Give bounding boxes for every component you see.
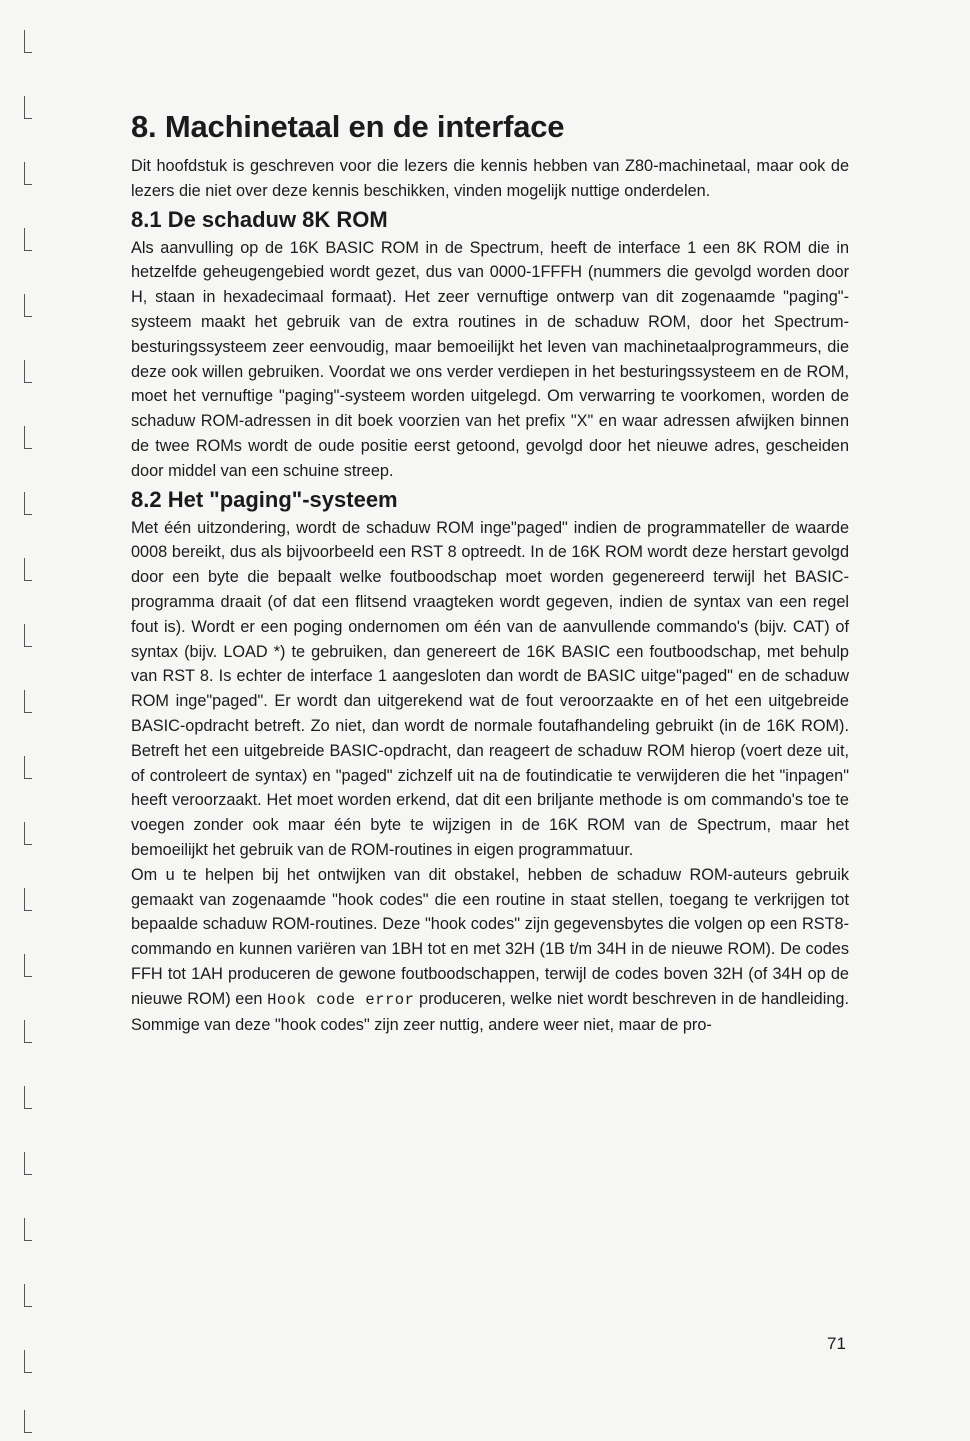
binding-mark xyxy=(24,1218,32,1241)
chapter-intro: Dit hoofdstuk is geschreven voor die lezers die kennis hebben van Z80-machinetaal, maar ook de lezers die niet over deze kennis beschikken, vinden mogelijk nuttige onderdelen. xyxy=(131,157,849,200)
binding-mark xyxy=(24,1020,32,1043)
page-number: 71 xyxy=(827,1334,846,1353)
section-heading-shadow-rom: 8.1 De schaduw 8K ROM xyxy=(131,206,388,232)
binding-mark xyxy=(24,30,32,53)
binding-mark xyxy=(24,558,32,581)
binding-mark xyxy=(24,426,32,449)
inline-code: Hook code error xyxy=(267,990,415,1009)
binding-mark xyxy=(24,1152,32,1175)
binding-mark xyxy=(24,162,32,185)
paragraph-text: produceren, welke niet wordt beschreven in de handleiding. Sommige van deze "hook codes" zijn zeer nuttig, andere weer niet, maar de pro- xyxy=(131,989,849,1034)
binding-mark xyxy=(24,294,32,317)
binding-mark xyxy=(24,756,32,779)
binding-mark xyxy=(24,1350,32,1373)
binding-mark xyxy=(24,954,32,977)
binding-marks xyxy=(0,0,38,1441)
binding-mark xyxy=(24,624,32,647)
binding-mark xyxy=(24,96,32,119)
section-paragraph: Met één uitzondering, wordt de schaduw ROM inge"paged" indien de programmateller de waarde 0008 bereikt, dus als bijvoorbeeld een RST 8 optreedt. In de 16K ROM wordt deze herstart gevolgd door een byte die bepaalt welke foutboodschap moet worden gegenereerd terwijl het BASIC-programma draait (of dat een flitsend vraagteken wordt gegeven, indien de syntax van een regel fout is). Wordt er een poging ondernomen om één van de aanvullende commando's (bijv. CAT) of syntax (bijv. LOAD *) te gebruiken, dan genereert de 16K BASIC een foutboodschap, met behulp van RST 8. Is echter de interface 1 aangesloten dan wordt de BASIC uitge"paged" en de schaduw ROM inge"paged". Er wordt dan uitgerekend wat de fout veroorzaakte en of het een uitgebreide BASIC-opdracht betreft. Zo niet, dan wordt de normale foutafhandeling gebruikt (in de 16K ROM). Betreft het een uitgebreide BASIC-opdracht, dan reageert de schaduw ROM hierop (voert deze uit, of controleert de syntax) en "paged" zichzelf uit na de foutindicatie te verwijderen die het "inpagen" heeft veroorzaakt. Het moet worden erkend, dat dit een briljante methode is om commando's toe te voegen zonder ook maar één byte te wijzigen in de 16K ROM van de Spectrum, maar het bemoeilijkt het gebruik van de ROM-routines in eigen programmatuur. xyxy=(131,518,849,859)
chapter-title: 8. Machinetaal en de interface xyxy=(131,109,565,144)
section-paragraph xyxy=(131,863,849,1038)
binding-mark xyxy=(24,1410,32,1433)
page-content xyxy=(131,100,849,1037)
binding-mark xyxy=(24,492,32,515)
binding-mark xyxy=(24,360,32,383)
binding-mark xyxy=(24,228,32,251)
paragraph-text: Om u te helpen bij het ontwijken van dit obstakel, hebben de schaduw ROM-auteurs gebruik gemaakt van zogenaamde "hook codes" die een routine in staat stellen, toegang te verkrijgen tot bepaalde schaduw ROM-routines. Deze "hook codes" zijn gegevensbytes die volgen op een RST8-commando en kunnen variëren van 1BH tot en met 32H (1B t/m 34H in de nieuwe ROM). De codes FFH tot 1AH produceren de gewone foutboodschappen, terwijl de codes boven 32H (of 34H op de nieuwe ROM) een xyxy=(131,865,849,1008)
binding-mark xyxy=(24,690,32,713)
binding-mark xyxy=(24,888,32,911)
section-heading-paging-system: 8.2 Het "paging"-systeem xyxy=(131,486,398,512)
binding-mark xyxy=(24,1086,32,1109)
binding-mark xyxy=(24,1284,32,1307)
binding-mark xyxy=(24,822,32,845)
section-paragraph: Als aanvulling op de 16K BASIC ROM in de Spectrum, heeft de interface 1 een 8K ROM die in hetzelfde geheugengebied wordt gezet, dus van 0000-1FFFH (nummers die gevolgd worden door H, staan in hexadecimaal formaat). Het zeer vernuftige ontwerp van dit zogenaamde "paging"-systeem maakt het gebruik van de extra routines in de schaduw ROM, door het Spectrum-besturingssysteem zeer eenvoudig, maar bemoeilijkt het leven van machinetaalprogrammeurs, die deze ook willen gebruiken. Voordat we ons verder verdiepen in het besturingssysteem en de ROM, moet het vernuftige "paging"-systeem worden uitgelegd. Om verwarring te voorkomen, worden de schaduw ROM-adressen in dit boek voorzien van het prefix "X" en waar adressen afwijken binnen de twee ROMs wordt de oude positie eerst getoond, gevolgd door het nieuwe adres, gescheiden door middel van een schuine streep. xyxy=(131,238,849,480)
